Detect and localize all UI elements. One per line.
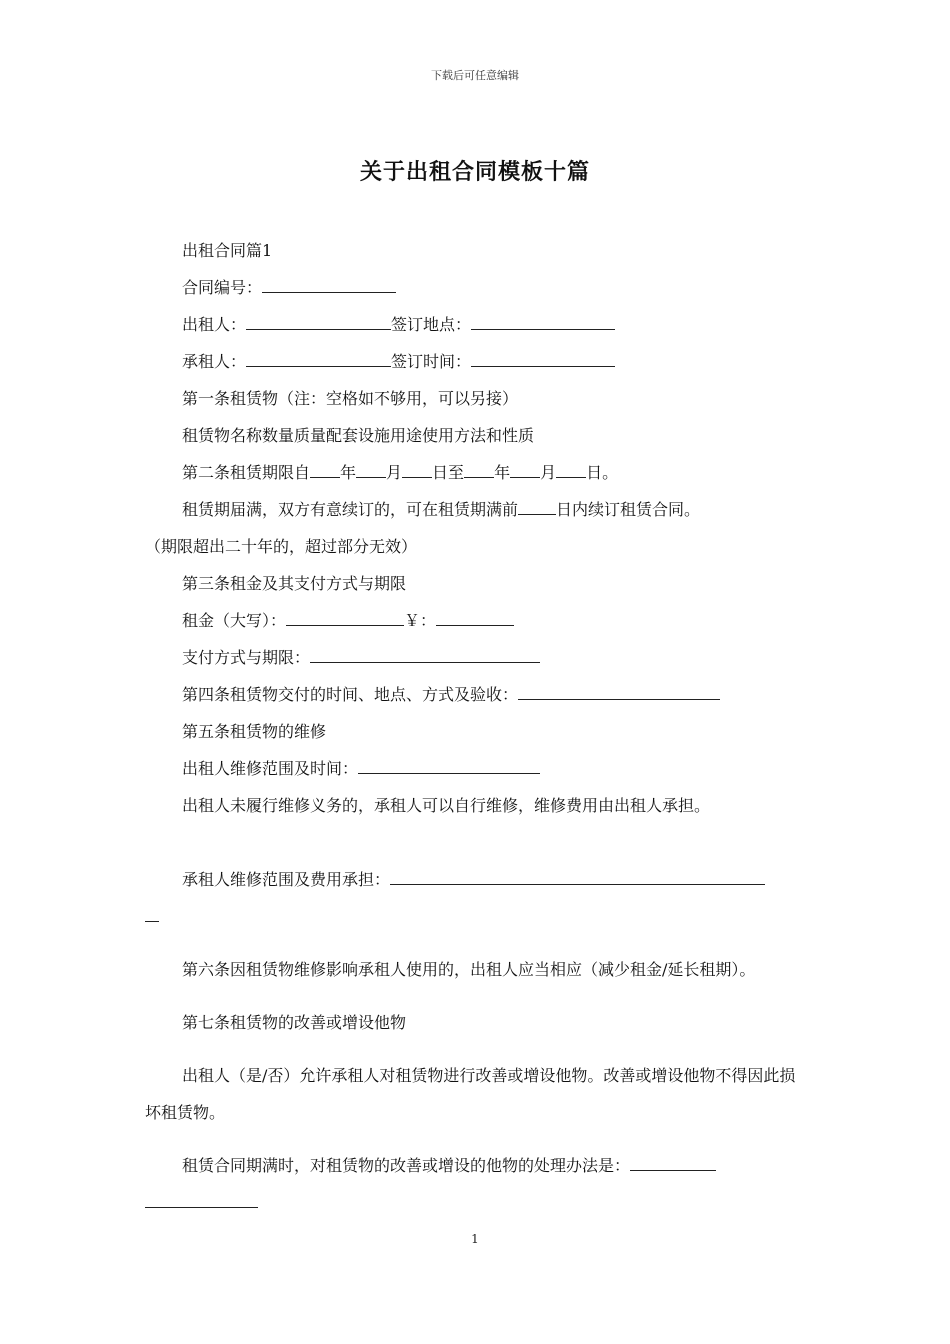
- expiry-handling-blank-cont: [145, 1192, 258, 1208]
- expiry-handling-blank: [630, 1155, 716, 1171]
- lessee-repair-label: 承租人维修范围及费用承担：: [182, 870, 391, 889]
- article-5: 第五条租赁物的维修: [182, 722, 327, 741]
- term-blank: [310, 462, 340, 478]
- sign-time-blank: [471, 351, 615, 367]
- article-1-detail: 租赁物名称数量质量配套设施用途使用方法和性质: [182, 426, 535, 445]
- expiry-handling-label: 租赁合同期满时，对租赁物的改善或增设的他物的处理办法是：: [182, 1156, 631, 1175]
- lessor-repair-label: 出租人维修范围及时间：: [182, 759, 359, 778]
- renewal-days-blank: [518, 499, 556, 515]
- delivery-blank: [518, 684, 720, 700]
- contract-number-line: [145, 269, 807, 306]
- renewal-line: [145, 491, 807, 528]
- lessor-repair-blank: [358, 758, 540, 774]
- article-6: 第六条因租赁物维修影响承租人使用的，出租人应当相应（减少租金/延长租期）。: [182, 960, 756, 979]
- term-blank: [402, 462, 432, 478]
- lessee-repair-line-cont: [145, 898, 807, 935]
- term-blank: [464, 462, 494, 478]
- term-unit: 月: [540, 463, 557, 482]
- term-blank: [510, 462, 540, 478]
- lessee-label: 承租人：: [182, 352, 247, 371]
- document-body: [145, 232, 807, 1221]
- contract-number-blank: [262, 277, 396, 293]
- rent-yuan-label: ￥：: [404, 611, 437, 630]
- delivery-label: 第四条租赁物交付的时间、地点、方式及验收：: [182, 685, 519, 704]
- term-unit: 日至: [432, 463, 465, 482]
- page-header: 下载后可任意编辑: [431, 69, 519, 82]
- rent-line: [145, 602, 807, 639]
- page-number: 1: [471, 1232, 479, 1246]
- lessor-label: 出租人：: [182, 315, 247, 334]
- term-unit: 日。: [586, 463, 619, 482]
- section-heading: 出租合同篇1: [182, 241, 273, 260]
- repair-duty-line: 出租人未履行维修义务的，承租人可以自行维修，维修费用由出租人承担。: [182, 796, 711, 815]
- rent-label: 租金（大写）：: [182, 611, 287, 630]
- term-limit-note: （期限超出二十年的，超过部分无效）: [145, 537, 418, 556]
- payment-line: [145, 639, 807, 676]
- term-from-label: 第二条租赁期限自: [182, 463, 311, 482]
- article-2: [145, 454, 807, 491]
- lessor-line: [145, 306, 807, 343]
- term-unit: 年: [340, 463, 357, 482]
- term-blank: [356, 462, 386, 478]
- expiry-handling-line-cont: [145, 1184, 807, 1221]
- lessor-blank: [246, 314, 391, 330]
- term-blank: [556, 462, 586, 478]
- improvement-line: 出租人（是/否）允许承租人对租赁物进行改善或增设他物。改善或增设他物不得因此损坏租赁物。: [145, 1066, 796, 1122]
- rent-number-blank: [436, 610, 514, 626]
- term-unit: 年: [494, 463, 511, 482]
- spacer: [145, 824, 807, 861]
- contract-number-label: 合同编号：: [182, 278, 263, 297]
- lessor-repair-line: [145, 750, 807, 787]
- article-1: 第一条租赁物（注：空格如不够用，可以另接）: [182, 389, 519, 408]
- sign-place-blank: [471, 314, 615, 330]
- sign-time-label: 签订时间：: [391, 352, 472, 371]
- expiry-handling-line: [145, 1147, 807, 1184]
- article-4: [145, 676, 807, 713]
- payment-blank: [310, 647, 540, 663]
- lessee-repair-line: [145, 861, 807, 898]
- lessee-repair-blank-cont: [145, 906, 159, 922]
- lessee-line: [145, 343, 807, 380]
- term-unit: 月: [386, 463, 403, 482]
- renewal-text: 租赁期届满，双方有意续订的，可在租赁期满前: [182, 500, 519, 519]
- article-3: 第三条租金及其支付方式与期限: [182, 574, 407, 593]
- sign-place-label: 签订地点：: [391, 315, 472, 334]
- payment-label: 支付方式与期限：: [182, 648, 311, 667]
- rent-words-blank: [286, 610, 404, 626]
- renewal-text-end: 日内续订租赁合同。: [556, 500, 701, 519]
- document-title: 关于出租合同模板十篇: [359, 159, 590, 185]
- lessee-blank: [246, 351, 391, 367]
- article-7: 第七条租赁物的改善或增设他物: [182, 1013, 407, 1032]
- lessee-repair-blank: [390, 869, 765, 885]
